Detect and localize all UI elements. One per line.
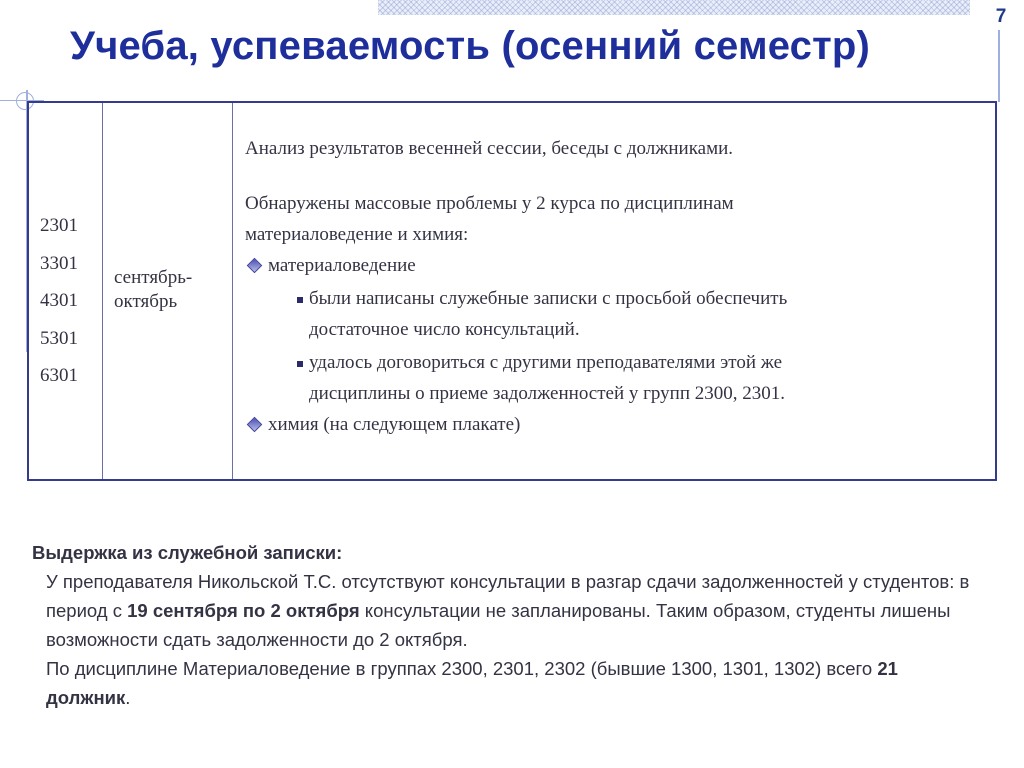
sub-bullet-memos [245,283,995,345]
bullet-chemistry [245,409,995,440]
bullet-label: материаловедение [268,255,416,276]
groups-column [29,103,103,479]
memo-text: По дисциплине Материаловедение в группах 2300, 2301, 2302 (бывшие 1300, 1301, 1302) всего [46,658,878,679]
decorative-hatch-band [378,0,970,15]
sub-bullet-agreement [245,347,995,409]
decorative-vertical-line-right [998,30,1000,102]
memo-emphasis: 19 сентября по 2 октября [127,600,360,621]
memo-paragraph-2 [32,654,972,712]
period-column [103,103,233,479]
group-number: 5301 [40,327,78,349]
sub-bullet-line: дисциплины о приеме задолженностей у групп 2300, 2301. [309,383,786,404]
square-bullet-icon [297,297,303,303]
memo-paragraph-1 [32,567,972,654]
diamond-bullet-icon [247,417,263,433]
slide-title: Учеба, успеваемость (осенний семестр) [70,24,871,68]
period-line: сентябрь- [114,267,193,288]
memo-text: консультации не запланированы. Таким образом, студенты лишены возможности сдать задолженности до 2 октября. [46,600,951,650]
group-number: 6301 [40,365,78,386]
group-number: 3301 [40,252,78,274]
period-line: октябрь [114,291,178,312]
group-number: 2301 [40,215,78,236]
memo-emphasis: 21 должник [46,658,898,708]
sub-bullet-line: были написаны служебные записки с просьбой обеспечить [309,288,788,309]
analysis-paragraph: Анализ результатов весенней сессии, беседы с должниками. [245,138,734,159]
diamond-bullet-icon [247,258,263,274]
memo-text: У преподавателя Никольской Т.С. отсутствуют консультации в разгар сдачи задолженностей у студентов: в период с [46,571,970,621]
memo-heading: Выдержка из служебной записки: [32,542,343,563]
page-number: 7 [995,6,1007,27]
content-column [233,103,995,479]
problems-line-1: Обнаружены массовые проблемы у 2 курса по дисциплинам [245,193,734,214]
info-table [27,101,997,481]
sub-bullet-line: удалось договориться с другими преподавателями этой же [309,352,783,373]
group-number: 4301 [40,290,78,311]
memo-text: . [125,687,131,708]
bullet-label: химия (на следующем плакате) [268,414,521,435]
memo-excerpt [32,538,972,712]
bullet-materials-science [245,250,995,281]
problems-line-2: материаловедение и химия: [245,224,469,245]
square-bullet-icon [297,361,303,367]
sub-bullet-line: достаточное число консультаций. [309,319,580,340]
